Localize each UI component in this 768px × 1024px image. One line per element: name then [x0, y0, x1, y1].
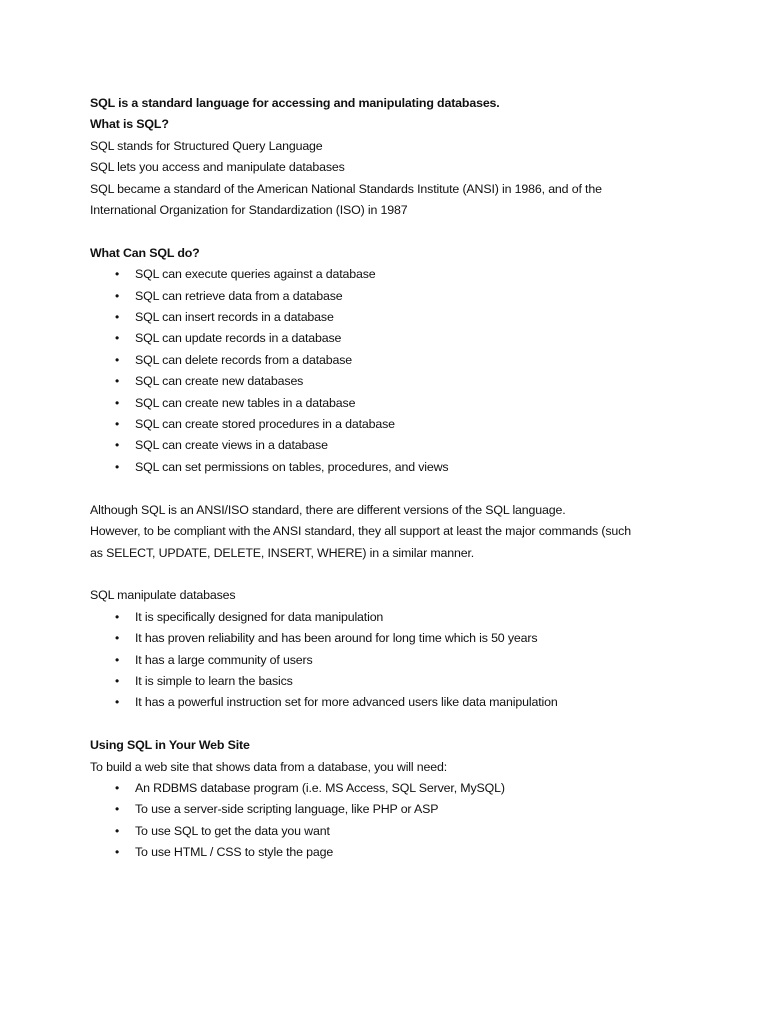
- list-item: [90, 286, 690, 307]
- bullet-icon: •: [115, 845, 120, 860]
- list-item-text: It is simple to learn the basics: [135, 673, 293, 688]
- list-item: [90, 457, 690, 478]
- bullet-icon: •: [115, 438, 120, 453]
- can-do-list: [90, 264, 690, 478]
- list-item-text: SQL can delete records from a database: [135, 352, 352, 367]
- bullet-icon: •: [115, 310, 120, 325]
- list-item: [90, 650, 690, 671]
- list-item-text: SQL can update records in a database: [135, 331, 342, 346]
- spacer: [90, 714, 690, 735]
- list-item-text: To use HTML / CSS to style the page: [135, 845, 334, 860]
- bullet-icon: •: [115, 374, 120, 389]
- list-item: [90, 414, 690, 435]
- intro-line: International Organization for Standardization (ISO) in 1987: [90, 203, 408, 218]
- bullet-icon: •: [115, 417, 120, 432]
- spacer: [90, 221, 690, 242]
- list-item: [90, 328, 690, 349]
- list-item-text: SQL can execute queries against a database: [135, 267, 376, 282]
- list-item: [90, 264, 690, 285]
- intro-line: SQL became a standard of the American National Standards Institute (ANSI) in 1986, and of the: [90, 181, 602, 196]
- versions-line: However, to be compliant with the ANSI standard, they all support at least the major commands (such: [90, 524, 631, 539]
- intro-lead: SQL is a standard language for accessing and manipulating databases.: [90, 96, 500, 110]
- intro-section: [90, 93, 690, 221]
- bullet-icon: •: [115, 673, 120, 688]
- intro-line: SQL lets you access and manipulate databases: [90, 160, 345, 175]
- list-item: [90, 371, 690, 392]
- manipulate-section: [90, 585, 690, 713]
- list-item-text: SQL can create views in a database: [135, 438, 328, 453]
- list-item-text: It has proven reliability and has been around for long time which is 50 years: [135, 631, 538, 646]
- bullet-icon: •: [115, 609, 120, 624]
- list-item: [90, 393, 690, 414]
- bullet-icon: •: [115, 331, 120, 346]
- bullet-icon: •: [115, 695, 120, 710]
- website-list: [90, 778, 690, 864]
- bullet-icon: •: [115, 652, 120, 667]
- what-is-sql-heading: What is SQL?: [90, 117, 169, 132]
- list-item-text: It has a large community of users: [135, 652, 313, 667]
- website-section: [90, 735, 690, 863]
- list-item-text: SQL can set permissions on tables, procedures, and views: [135, 459, 449, 474]
- list-item: [90, 435, 690, 456]
- list-item-text: SQL can create new tables in a database: [135, 395, 356, 410]
- bullet-icon: •: [115, 395, 120, 410]
- can-do-section: [90, 243, 690, 478]
- website-intro: To build a web site that shows data from a database, you will need:: [90, 759, 448, 774]
- bullet-icon: •: [115, 802, 120, 817]
- bullet-icon: •: [115, 823, 120, 838]
- versions-line: Although SQL is an ANSI/ISO standard, there are different versions of the SQL language.: [90, 502, 566, 517]
- list-item: [90, 607, 690, 628]
- spacer: [90, 478, 690, 499]
- list-item: [90, 671, 690, 692]
- list-item-text: SQL can create new databases: [135, 374, 304, 389]
- bullet-icon: •: [115, 780, 120, 795]
- bullet-icon: •: [115, 459, 120, 474]
- list-item: [90, 778, 690, 799]
- intro-line: SQL stands for Structured Query Language: [90, 138, 323, 153]
- spacer: [90, 564, 690, 585]
- versions-line: as SELECT, UPDATE, DELETE, INSERT, WHERE) in a similar manner.: [90, 545, 475, 560]
- list-item: [90, 692, 690, 713]
- bullet-icon: •: [115, 352, 120, 367]
- list-item: [90, 821, 690, 842]
- document-page: [90, 93, 690, 864]
- bullet-icon: •: [115, 631, 120, 646]
- list-item-text: It has a powerful instruction set for more advanced users like data manipulation: [135, 695, 558, 710]
- manipulate-list: [90, 607, 690, 714]
- list-item: [90, 799, 690, 820]
- manipulate-heading: SQL manipulate databases: [90, 588, 236, 603]
- can-do-heading: What Can SQL do?: [90, 245, 200, 260]
- bullet-icon: •: [115, 267, 120, 282]
- list-item-text: To use SQL to get the data you want: [135, 823, 330, 838]
- list-item: [90, 307, 690, 328]
- list-item-text: An RDBMS database program (i.e. MS Access, SQL Server, MySQL): [135, 780, 505, 795]
- list-item-text: To use a server-side scripting language, like PHP or ASP: [135, 802, 439, 817]
- website-heading: Using SQL in Your Web Site: [90, 738, 250, 753]
- list-item-text: SQL can retrieve data from a database: [135, 288, 343, 303]
- list-item: [90, 628, 690, 649]
- list-item: [90, 350, 690, 371]
- list-item-text: It is specifically designed for data manipulation: [135, 609, 384, 624]
- list-item: [90, 842, 690, 863]
- versions-section: [90, 500, 690, 564]
- list-item-text: SQL can insert records in a database: [135, 310, 334, 325]
- bullet-icon: •: [115, 288, 120, 303]
- list-item-text: SQL can create stored procedures in a database: [135, 417, 395, 432]
